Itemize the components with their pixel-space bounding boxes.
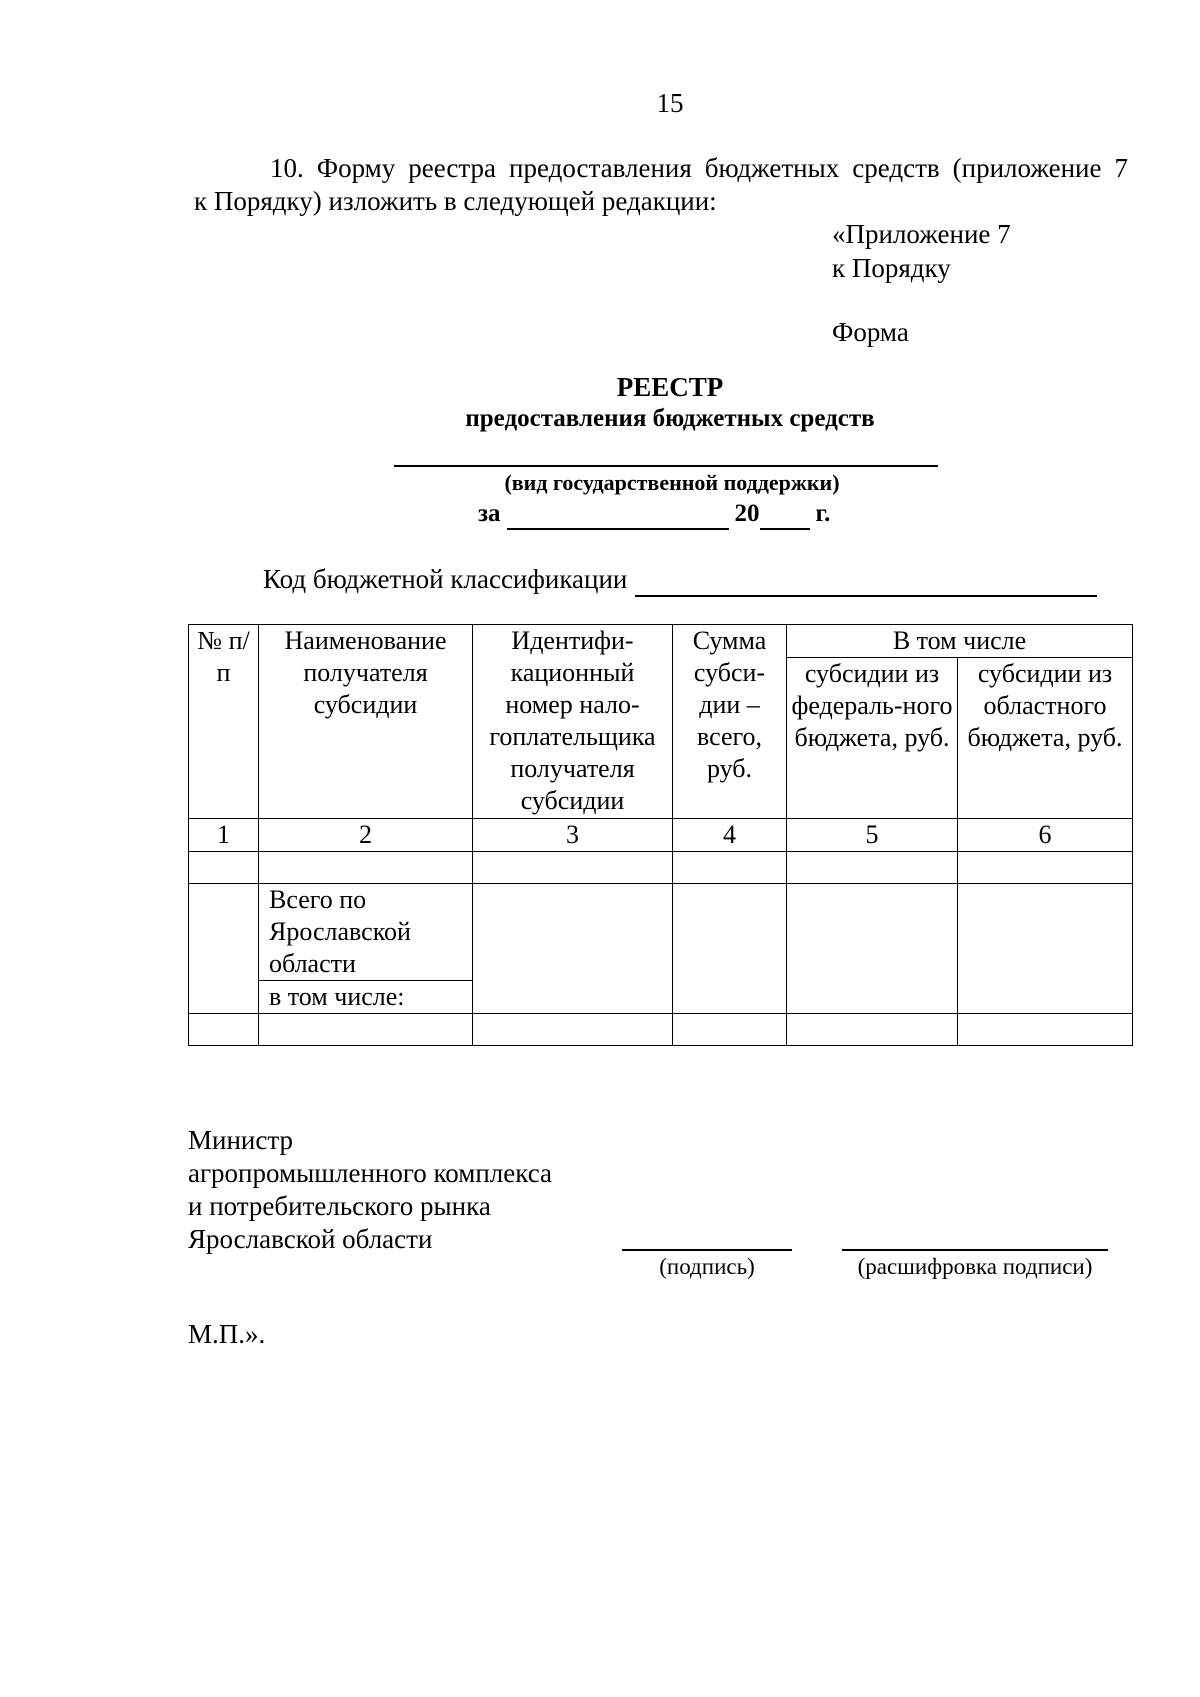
period-blank (507, 500, 729, 530)
signer-title-line-1: Министр (188, 1125, 293, 1155)
table-cell (259, 852, 473, 884)
table-cell (958, 884, 1133, 1014)
column-number: 2 (259, 819, 473, 852)
signature-blank-line (622, 1249, 792, 1251)
column-number: 4 (673, 819, 787, 852)
header-federal-budget: субсидии из федераль-ного бюджета, руб. (787, 658, 958, 819)
form-label: Форма (832, 317, 909, 347)
signature-decode-caption: (расшифровка подписи) (857, 1254, 1093, 1279)
total-label: Всего по Ярославской области (259, 884, 473, 981)
column-number-row (189, 819, 1133, 852)
table-cell (259, 1014, 473, 1046)
period-line (478, 500, 830, 530)
table-row (189, 1014, 1133, 1046)
table-cell (673, 884, 787, 1014)
period-year: 20 (734, 500, 760, 527)
table-row (189, 852, 1133, 884)
table-cell (189, 852, 259, 884)
signer-title-line-3: и потребительского рынка (188, 1191, 491, 1221)
table-cell (673, 852, 787, 884)
appendix-reference: к Порядку (832, 253, 951, 283)
column-number: 5 (787, 819, 958, 852)
registry-table (188, 624, 1133, 1046)
header-taxpayer-id: Идентифи-кационный номер нало-гоплательщика получателя субсидии (473, 625, 673, 819)
signature-caption: (подпись) (659, 1254, 755, 1279)
header-recipient-name: Наименование получателя субсидии (259, 625, 473, 819)
intro-paragraph-line-2: к Порядку) изложить в следующей редакции: (194, 186, 717, 216)
page-number: 15 (656, 88, 684, 118)
budget-classification-blank (635, 563, 1097, 597)
table-cell (473, 1014, 673, 1046)
seal-label: М.П.». (188, 1319, 266, 1349)
table-cell (189, 884, 259, 1014)
total-row (189, 884, 1133, 981)
table-cell (958, 852, 1133, 884)
appendix-heading: «Приложение 7 (832, 219, 1011, 249)
signer-title-line-4: Ярославской области (188, 1224, 433, 1254)
header-subsidy-total: Сумма субси-дии – всего, руб. (673, 625, 787, 819)
header-including: В том числе (787, 625, 1133, 658)
table-cell (787, 852, 958, 884)
document-title: РЕЕСТР (616, 372, 724, 402)
column-number: 1 (189, 819, 259, 852)
signer-title-line-2: агропромышленного комплекса (188, 1158, 552, 1188)
table-cell (473, 852, 673, 884)
column-number: 6 (958, 819, 1133, 852)
budget-classification-row (263, 563, 1097, 597)
table-cell (787, 1014, 958, 1046)
table-cell (189, 1014, 259, 1046)
table-cell (473, 884, 673, 1014)
header-num: № п/п (189, 625, 259, 819)
table-cell (787, 884, 958, 1014)
table-cell (673, 1014, 787, 1046)
support-type-blank-line (394, 465, 938, 467)
including-label: в том числе: (259, 981, 473, 1014)
document-subtitle: предоставления бюджетных средств (465, 405, 875, 432)
intro-paragraph-line-1: 10. Форму реестра предоставления бюджетных средств (приложение 7 (270, 153, 1128, 183)
column-number: 3 (473, 819, 673, 852)
table-cell (958, 1014, 1133, 1046)
period-suffix: г. (815, 500, 831, 527)
period-prefix: за (478, 500, 501, 527)
support-type-caption: (вид государственной поддержки) (504, 470, 840, 495)
header-regional-budget: субсидии из областного бюджета, руб. (958, 658, 1133, 819)
table-header-row (189, 625, 1133, 658)
year-blank (760, 500, 810, 530)
signature-decode-blank-line (842, 1249, 1108, 1251)
budget-classification-label: Код бюджетной классификации (263, 564, 628, 594)
